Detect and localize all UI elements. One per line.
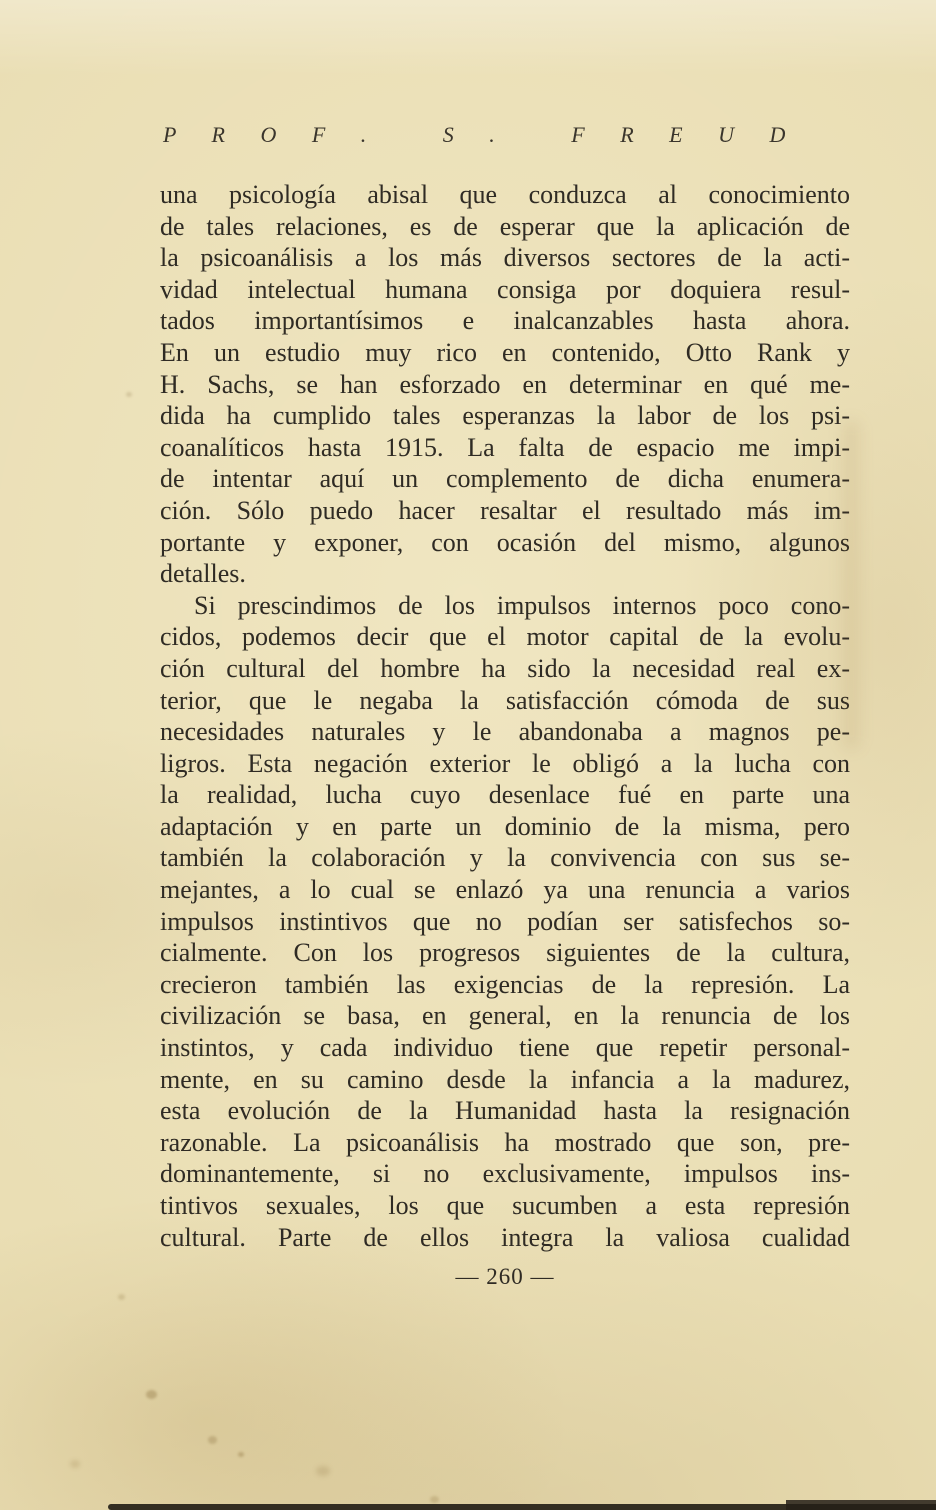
text-line: impulsos instintivos que no podían ser satisfechos so- — [160, 906, 850, 936]
text-line: cialmente. Con los progresos siguientes de la cultura, — [160, 938, 850, 968]
text-line: la psicoanálisis a los más diversos sectores de la acti- — [160, 243, 850, 273]
stain — [430, 1496, 439, 1503]
stain — [316, 1466, 330, 1476]
text-line: detalles. — [160, 559, 246, 589]
text-line: también la colaboración y la convivencia con sus se- — [160, 843, 850, 873]
text-line: de intentar aquí un complemento de dicha enumera- — [160, 464, 850, 494]
text-line: mejantes, a lo cual se enlazó ya una renuncia a varios — [160, 875, 850, 905]
text-line: dida ha cumplido tales esperanzas la labor de los psi- — [160, 401, 850, 431]
body-text — [160, 179, 850, 1253]
stain — [146, 1390, 157, 1399]
stain — [208, 1436, 217, 1444]
text-line: la realidad, lucha cuyo desenlace fué en parte una — [160, 780, 850, 810]
scan-edge-line — [108, 1504, 936, 1510]
stain — [238, 1452, 244, 1457]
paragraph — [160, 590, 850, 1253]
text-line: razonable. La psicoanálisis ha mostrado que son, pre- — [160, 1127, 850, 1157]
text-line: una psicología abisal que conduzca al conocimiento — [160, 180, 850, 209]
text-line: ción cultural del hombre ha sido la necesidad real ex- — [160, 653, 850, 683]
text-line: adaptación y en parte un dominio de la misma, pero — [160, 811, 850, 841]
text-line: vidad intelectual humana consiga por doquiera resul- — [160, 274, 850, 304]
text-line: Si prescindimos de los impulsos internos poco cono- — [194, 590, 850, 620]
text-line: esta evolución de la Humanidad hasta la resignación — [160, 1096, 850, 1126]
text-line: ción. Sólo puedo hacer resaltar el resultado más im- — [160, 495, 850, 525]
text-line: H. Sachs, se han esforzado en determinar en qué me- — [160, 369, 850, 399]
text-line: tados importantísimos e inalcanzables hasta ahora. — [160, 306, 850, 336]
text-line: instintos, y cada individuo tiene que repetir personal- — [160, 1033, 850, 1063]
text-line: civilización se basa, en general, en la renuncia de los — [160, 1001, 850, 1031]
text-line: mente, en su camino desde la infancia a la madurez, — [160, 1064, 850, 1094]
text-line: de tales relaciones, es de esperar que la aplicación de — [160, 211, 850, 241]
text-line: ligros. Esta negación exterior le obligó a la lucha con — [160, 748, 850, 778]
page-number: — 260 — — [455, 1264, 555, 1289]
text-line: crecieron también las exigencias de la represión. La — [160, 969, 850, 999]
text-line: cidos, podemos decir que el motor capital de la evolu- — [160, 622, 850, 652]
text-line: cultural. Parte de ellos integra la valiosa cualidad — [160, 1222, 850, 1252]
text-line: En un estudio muy rico en contenido, Otto Rank y — [160, 337, 850, 367]
stain — [126, 392, 132, 397]
stain — [70, 1460, 80, 1468]
paper-streak-stain — [842, 420, 860, 750]
text-line: necesidades naturales y le abandonaba a magnos pe- — [160, 717, 850, 747]
paragraph — [160, 179, 850, 590]
text-line: dominantemente, si no exclusivamente, impulsos ins- — [160, 1159, 850, 1189]
stain — [118, 1294, 125, 1300]
text-line: portante y exponer, con ocasión del mismo, algunos — [160, 527, 850, 557]
text-line: tintivos sexuales, los que sucumben a esta represión — [160, 1191, 850, 1220]
page-header: P R O F . S . F R E U D — [163, 122, 801, 147]
text-line: coanalíticos hasta 1915. La falta de espacio me impi- — [160, 432, 850, 462]
text-line: terior, que le negaba la satisfacción cómoda de sus — [160, 685, 850, 715]
